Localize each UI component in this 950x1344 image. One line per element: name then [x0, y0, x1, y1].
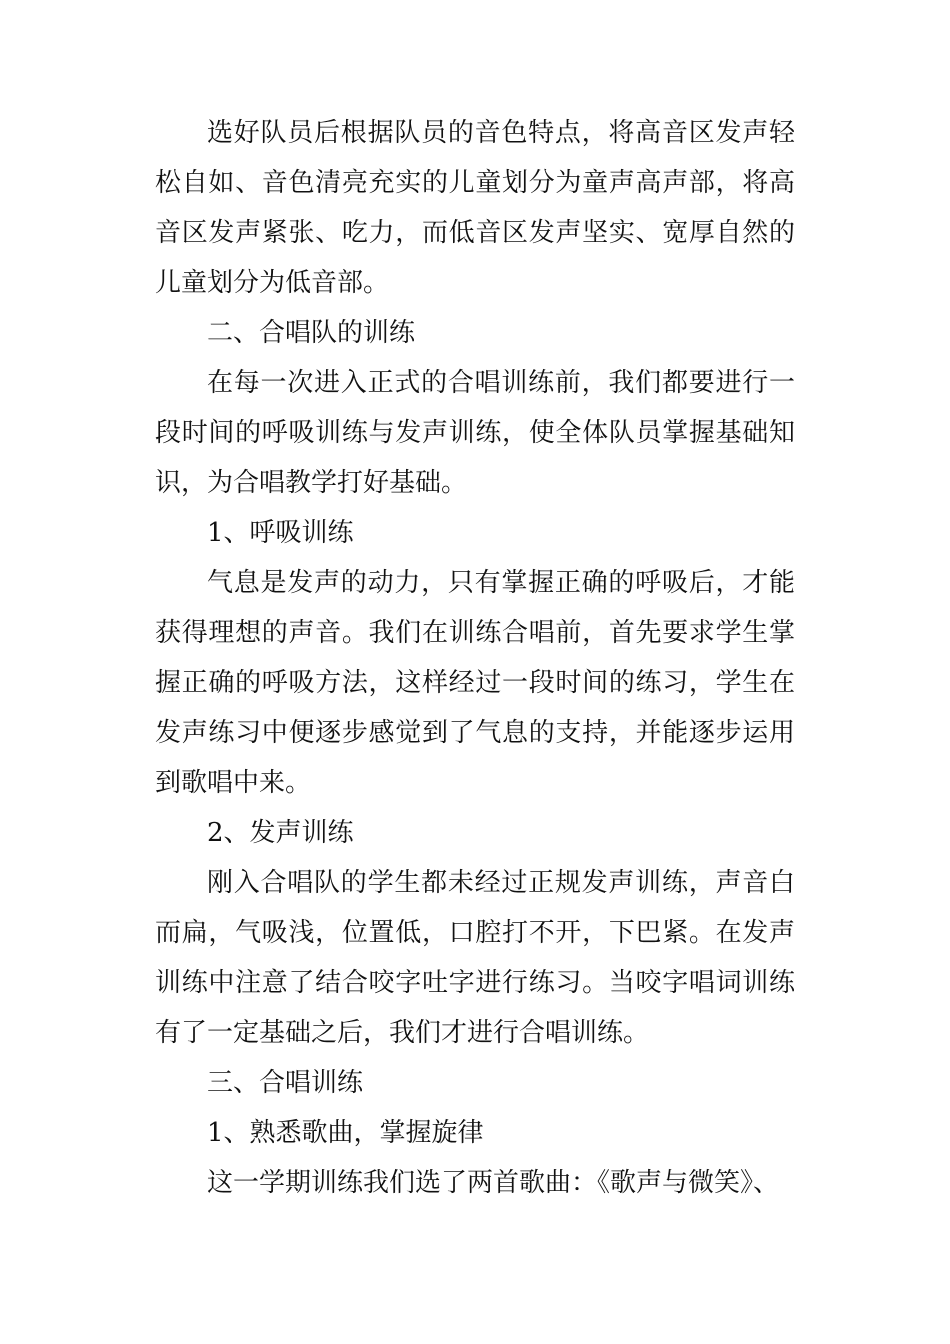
- document-body: [155, 108, 795, 1208]
- paragraph-breathing: 气息是发声的动力，只有掌握正确的呼吸后，才能获得理想的声音。我们在训练合唱前，首先要求学生掌握正确的呼吸方法，这样经过一段时间的练习，学生在发声练习中便逐步感觉到了气息的支持，并能逐步运用到歌唱中来。: [155, 568, 795, 798]
- paragraph-voice-grouping: 选好队员后根据队员的音色特点，将高音区发声轻松自如、音色清亮充实的儿童划分为童声高声部，将高音区发声紧张、吃力，而低音区发声坚实、宽厚自然的儿童划分为低音部。: [155, 118, 795, 298]
- subheading-melody: 1、熟悉歌曲，掌握旋律: [207, 1118, 484, 1148]
- section-heading-choir-training: 二、合唱队的训练: [207, 318, 416, 348]
- paragraph-training-intro: 在每一次进入正式的合唱训练前，我们都要进行一段时间的呼吸训练与发声训练，使全体队员掌握基础知识，为合唱教学打好基础。: [155, 368, 795, 498]
- subheading-vocal-training: 2、发声训练: [207, 818, 354, 848]
- subheading-breathing-training: 1、呼吸训练: [207, 518, 354, 548]
- paragraph-vocal: 刚入合唱队的学生都未经过正规发声训练，声音白而扁，气吸浅，位置低，口腔打不开，下巴紧。在发声训练中注意了结合咬字吐字进行练习。当咬字唱词训练有了一定基础之后，我们才进行合唱训练。: [155, 868, 795, 1048]
- section-heading-chorus-training: 三、合唱训练: [207, 1068, 364, 1098]
- paragraph-song-selection: 这一学期训练我们选了两首歌曲：《歌声与微笑》、: [207, 1168, 780, 1198]
